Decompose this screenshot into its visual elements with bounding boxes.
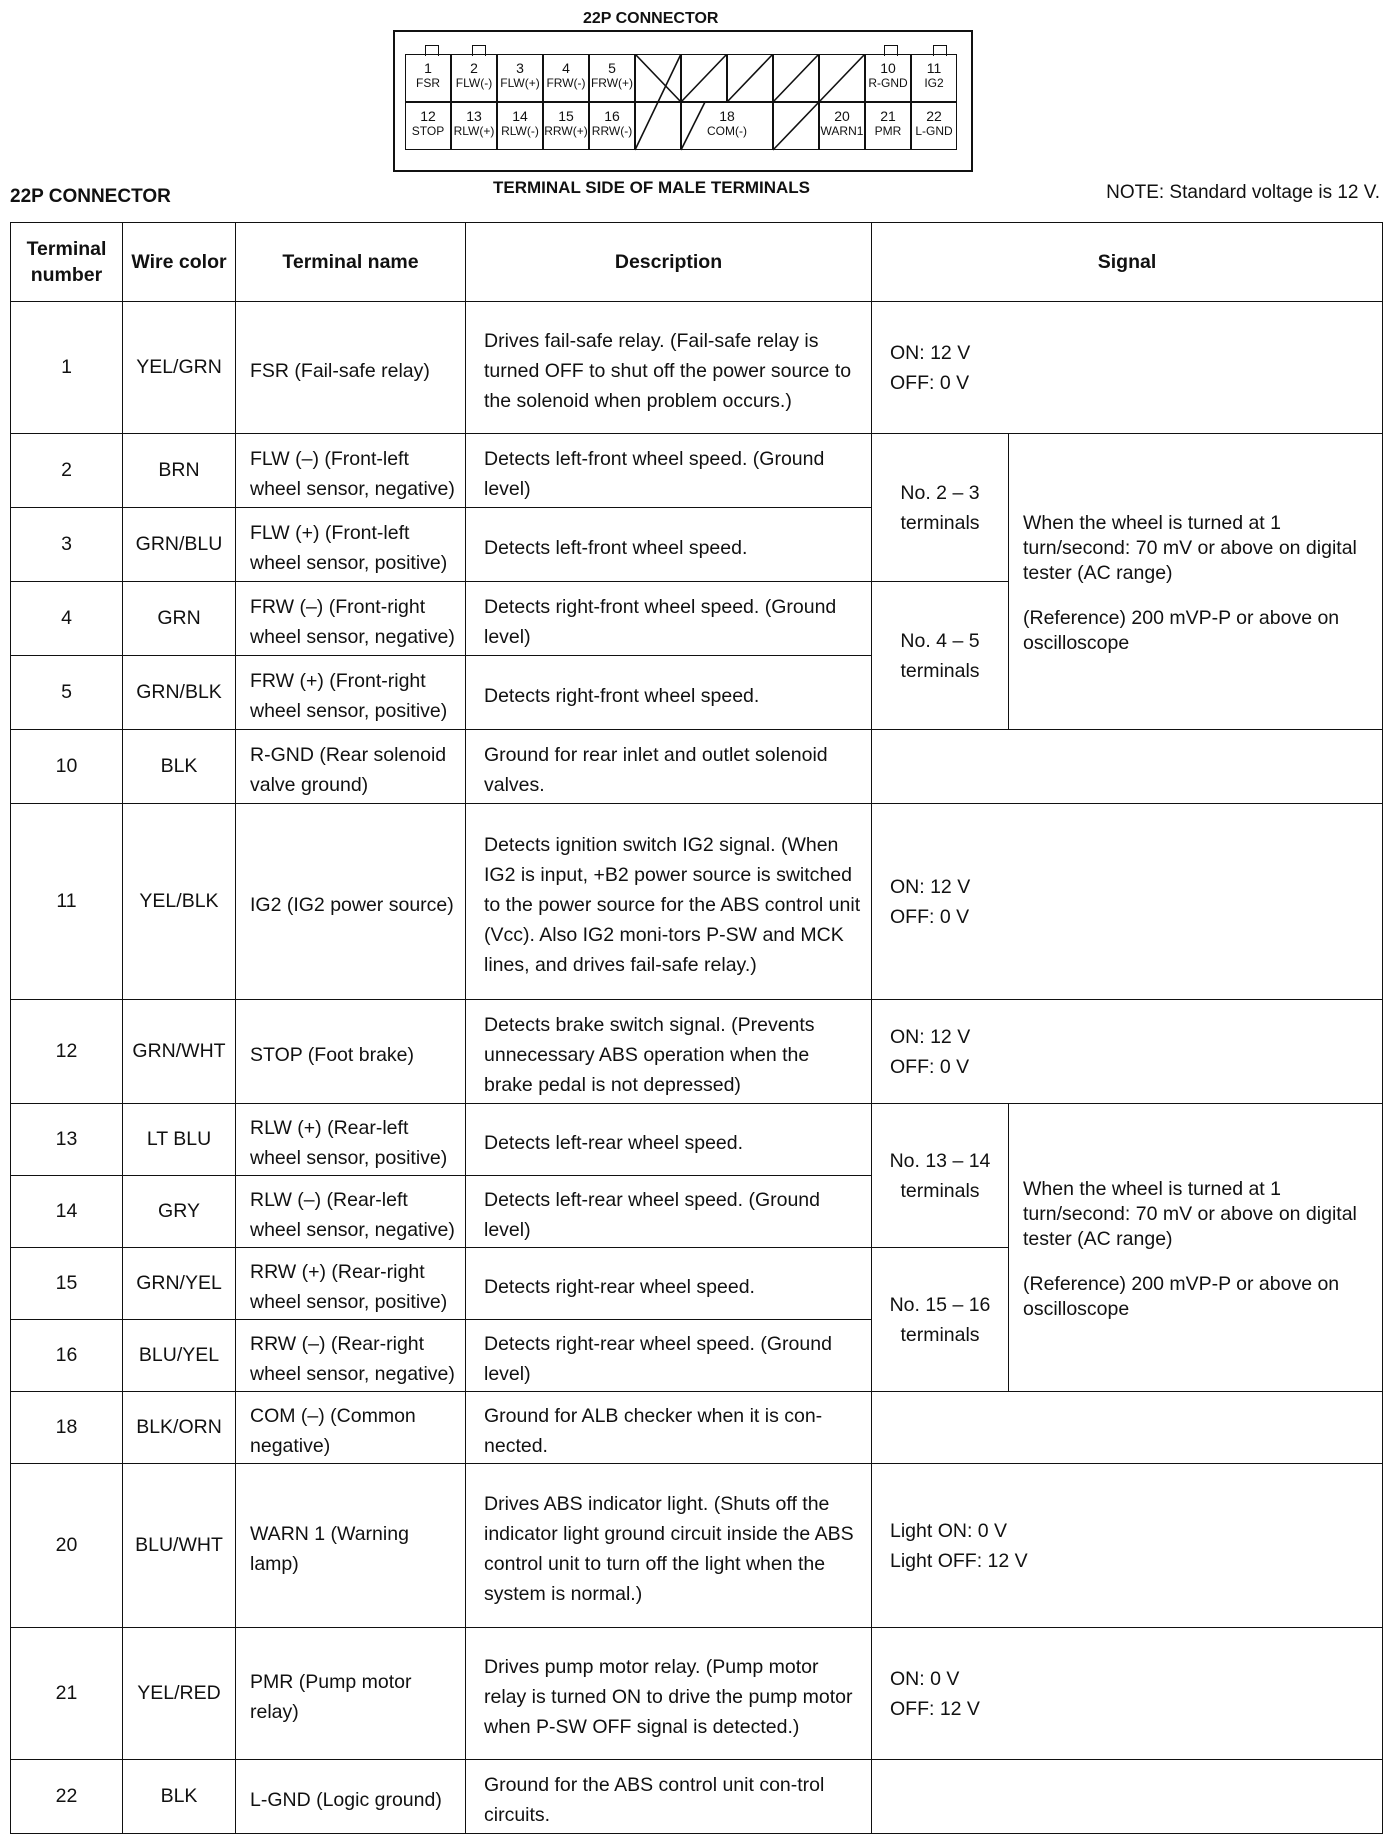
terminal-number: 2 [11,434,123,508]
wire-color: GRY [123,1176,236,1248]
terminal-number: 14 [11,1176,123,1248]
description: Detects brake switch signal. (Prevents unnecessary ABS operation when the brake pedal is not depressed) [466,1000,872,1104]
signal: ON: 0 V OFF: 12 V [872,1628,1383,1760]
description: Detects left-front wheel speed. [466,508,872,582]
terminal-name: RRW (–) (Rear-right wheel sensor, negative) [236,1320,466,1392]
wire-color: BLK/ORN [123,1392,236,1464]
description: Detects right-front wheel speed. [466,656,872,730]
terminal-name: RLW (+) (Rear-left wheel sensor, positive) [236,1104,466,1176]
header-terminal-name: Terminal name [236,223,466,302]
table-row [11,1392,1383,1464]
signal-empty [872,1392,1383,1464]
signal-empty [872,1760,1383,1834]
header-signal: Signal [872,223,1383,302]
terminal-number: 16 [11,1320,123,1392]
ac-signal-note: When the wheel is turned at 1 turn/second: 70 mV or above on digital tester (AC range) (Reference) 200 mVP-P or above on oscilloscope [1009,434,1383,730]
terminal-name: FRW (+) (Front-right wheel sensor, positive) [236,656,466,730]
terminal-number: 15 [11,1248,123,1320]
description: Drives ABS indicator light. (Shuts off the indicator light ground circuit inside the ABS control unit to turn off the light when the system is normal.) [466,1464,872,1628]
table-row [11,730,1383,804]
terminal-number: 21 [11,1628,123,1760]
description: Detects right-front wheel speed. (Ground level) [466,582,872,656]
pin-cell: 1 FSR [405,54,451,102]
terminal-pair: No. 4 – 5 terminals [872,582,1009,730]
terminal-number: 3 [11,508,123,582]
pin-cell: 13 RLW(+) [451,102,497,150]
pin-cell: 2 FLW(-) [451,54,497,102]
terminal-number: 11 [11,804,123,1000]
terminal-name: R-GND (Rear solenoid valve ground) [236,730,466,804]
wire-color: BLK [123,730,236,804]
terminal-name: PMR (Pump motor relay) [236,1628,466,1760]
description: Detects left-rear wheel speed. [466,1104,872,1176]
header-wire-color: Wire color [123,223,236,302]
description: Detects left-rear wheel speed. (Ground level) [466,1176,872,1248]
description: Detects right-rear wheel speed. (Ground level) [466,1320,872,1392]
terminal-name: STOP (Foot brake) [236,1000,466,1104]
terminal-table [10,222,1383,1834]
terminal-name: RLW (–) (Rear-left wheel sensor, negative) [236,1176,466,1248]
table-row [11,1760,1383,1834]
signal: ON: 12 V OFF: 0 V [872,804,1383,1000]
description: Ground for the ABS control unit con-trol circuits. [466,1760,872,1834]
pin-cell: 22 L-GND [911,102,957,150]
terminal-number: 13 [11,1104,123,1176]
table-row [11,1104,1383,1176]
table-row [11,1000,1383,1104]
description: Drives pump motor relay. (Pump motor relay is turned ON to drive the pump motor when P-SW OFF signal is detected.) [466,1628,872,1760]
table-title: 22P CONNECTOR [10,186,171,207]
pin-cell: 14 RLW(-) [497,102,543,150]
signal: Light ON: 0 V Light OFF: 12 V [872,1464,1383,1628]
table-row [11,434,1383,508]
pin-cell: 12 STOP [405,102,451,150]
description: Detects right-rear wheel speed. [466,1248,872,1320]
signal-empty [872,730,1383,804]
wire-color: GRN/WHT [123,1000,236,1104]
table-row [11,302,1383,434]
terminal-pair: No. 2 – 3 terminals [872,434,1009,582]
terminal-number: 10 [11,730,123,804]
pin-cell: 11 IG2 [911,54,957,102]
signal: ON: 12 V OFF: 0 V [872,302,1383,434]
wire-color: BLU/YEL [123,1320,236,1392]
signal: ON: 12 V OFF: 0 V [872,1000,1383,1104]
terminal-name: L-GND (Logic ground) [236,1760,466,1834]
header-terminal-number: Terminal number [11,223,123,302]
header-description: Description [466,223,872,302]
connector-pin-grid [405,54,969,154]
terminal-number: 1 [11,302,123,434]
description: Detects ignition switch IG2 signal. (When IG2 is input, +B2 power source is switched to the power source for the ABS control unit (Vcc). Also IG2 moni-tors P-SW and MCK lines, and drives fail-safe relay.) [466,804,872,1000]
terminal-name: WARN 1 (Warning lamp) [236,1464,466,1628]
connector-caption: TERMINAL SIDE OF MALE TERMINALS [493,178,811,197]
voltage-note: NOTE: Standard voltage is 12 V. [1106,182,1380,203]
terminal-name: RRW (+) (Rear-right wheel sensor, positive) [236,1248,466,1320]
wire-color: YEL/BLK [123,804,236,1000]
table-row [11,1628,1383,1760]
wire-color: GRN/BLK [123,656,236,730]
wire-color: GRN [123,582,236,656]
wire-color: YEL/RED [123,1628,236,1760]
terminal-number: 5 [11,656,123,730]
description: Ground for rear inlet and outlet solenoid valves. [466,730,872,804]
wire-color: GRN/YEL [123,1248,236,1320]
empty-cavity-slashes [405,54,969,154]
terminal-name: COM (–) (Common negative) [236,1392,466,1464]
terminal-number: 20 [11,1464,123,1628]
pin-cell: 5 FRW(+) [589,54,635,102]
pin-cell: 21 PMR [865,102,911,150]
terminal-number: 4 [11,582,123,656]
table-row [11,1464,1383,1628]
terminal-number: 18 [11,1392,123,1464]
table-header-row [11,223,1383,302]
terminal-number: 22 [11,1760,123,1834]
wire-color: BLK [123,1760,236,1834]
pin-cell: 20 WARN1 [819,102,865,150]
wire-color: BLU/WHT [123,1464,236,1628]
pin-cell: 3 FLW(+) [497,54,543,102]
description: Ground for ALB checker when it is con-nected. [466,1392,872,1464]
pin-cell: 16 RRW(-) [589,102,635,150]
pin-cell: 18 COM(-) [681,102,773,150]
wire-color: LT BLU [123,1104,236,1176]
terminal-number: 12 [11,1000,123,1104]
description: Drives fail-safe relay. (Fail-safe relay is turned OFF to shut off the power source to the solenoid when problem occurs.) [466,302,872,434]
terminal-pair: No. 13 – 14 terminals [872,1104,1009,1248]
wire-color: YEL/GRN [123,302,236,434]
connector-title: 22P CONNECTOR [583,10,719,27]
terminal-pair: No. 15 – 16 terminals [872,1248,1009,1392]
terminal-name: FSR (Fail-safe relay) [236,302,466,434]
terminal-name: FLW (+) (Front-left wheel sensor, positive) [236,508,466,582]
ac-signal-note: When the wheel is turned at 1 turn/second: 70 mV or above on digital tester (AC range) (Reference) 200 mVP-P or above on oscilloscope [1009,1104,1383,1392]
pin-cell: 10 R-GND [865,54,911,102]
pin-cell: 4 FRW(-) [543,54,589,102]
description: Detects left-front wheel speed. (Ground level) [466,434,872,508]
terminal-name: IG2 (IG2 power source) [236,804,466,1000]
table-row [11,804,1383,1000]
terminal-name: FRW (–) (Front-right wheel sensor, negative) [236,582,466,656]
wire-color: GRN/BLU [123,508,236,582]
pin-cell: 15 RRW(+) [543,102,589,150]
terminal-name: FLW (–) (Front-left wheel sensor, negative) [236,434,466,508]
wire-color: BRN [123,434,236,508]
